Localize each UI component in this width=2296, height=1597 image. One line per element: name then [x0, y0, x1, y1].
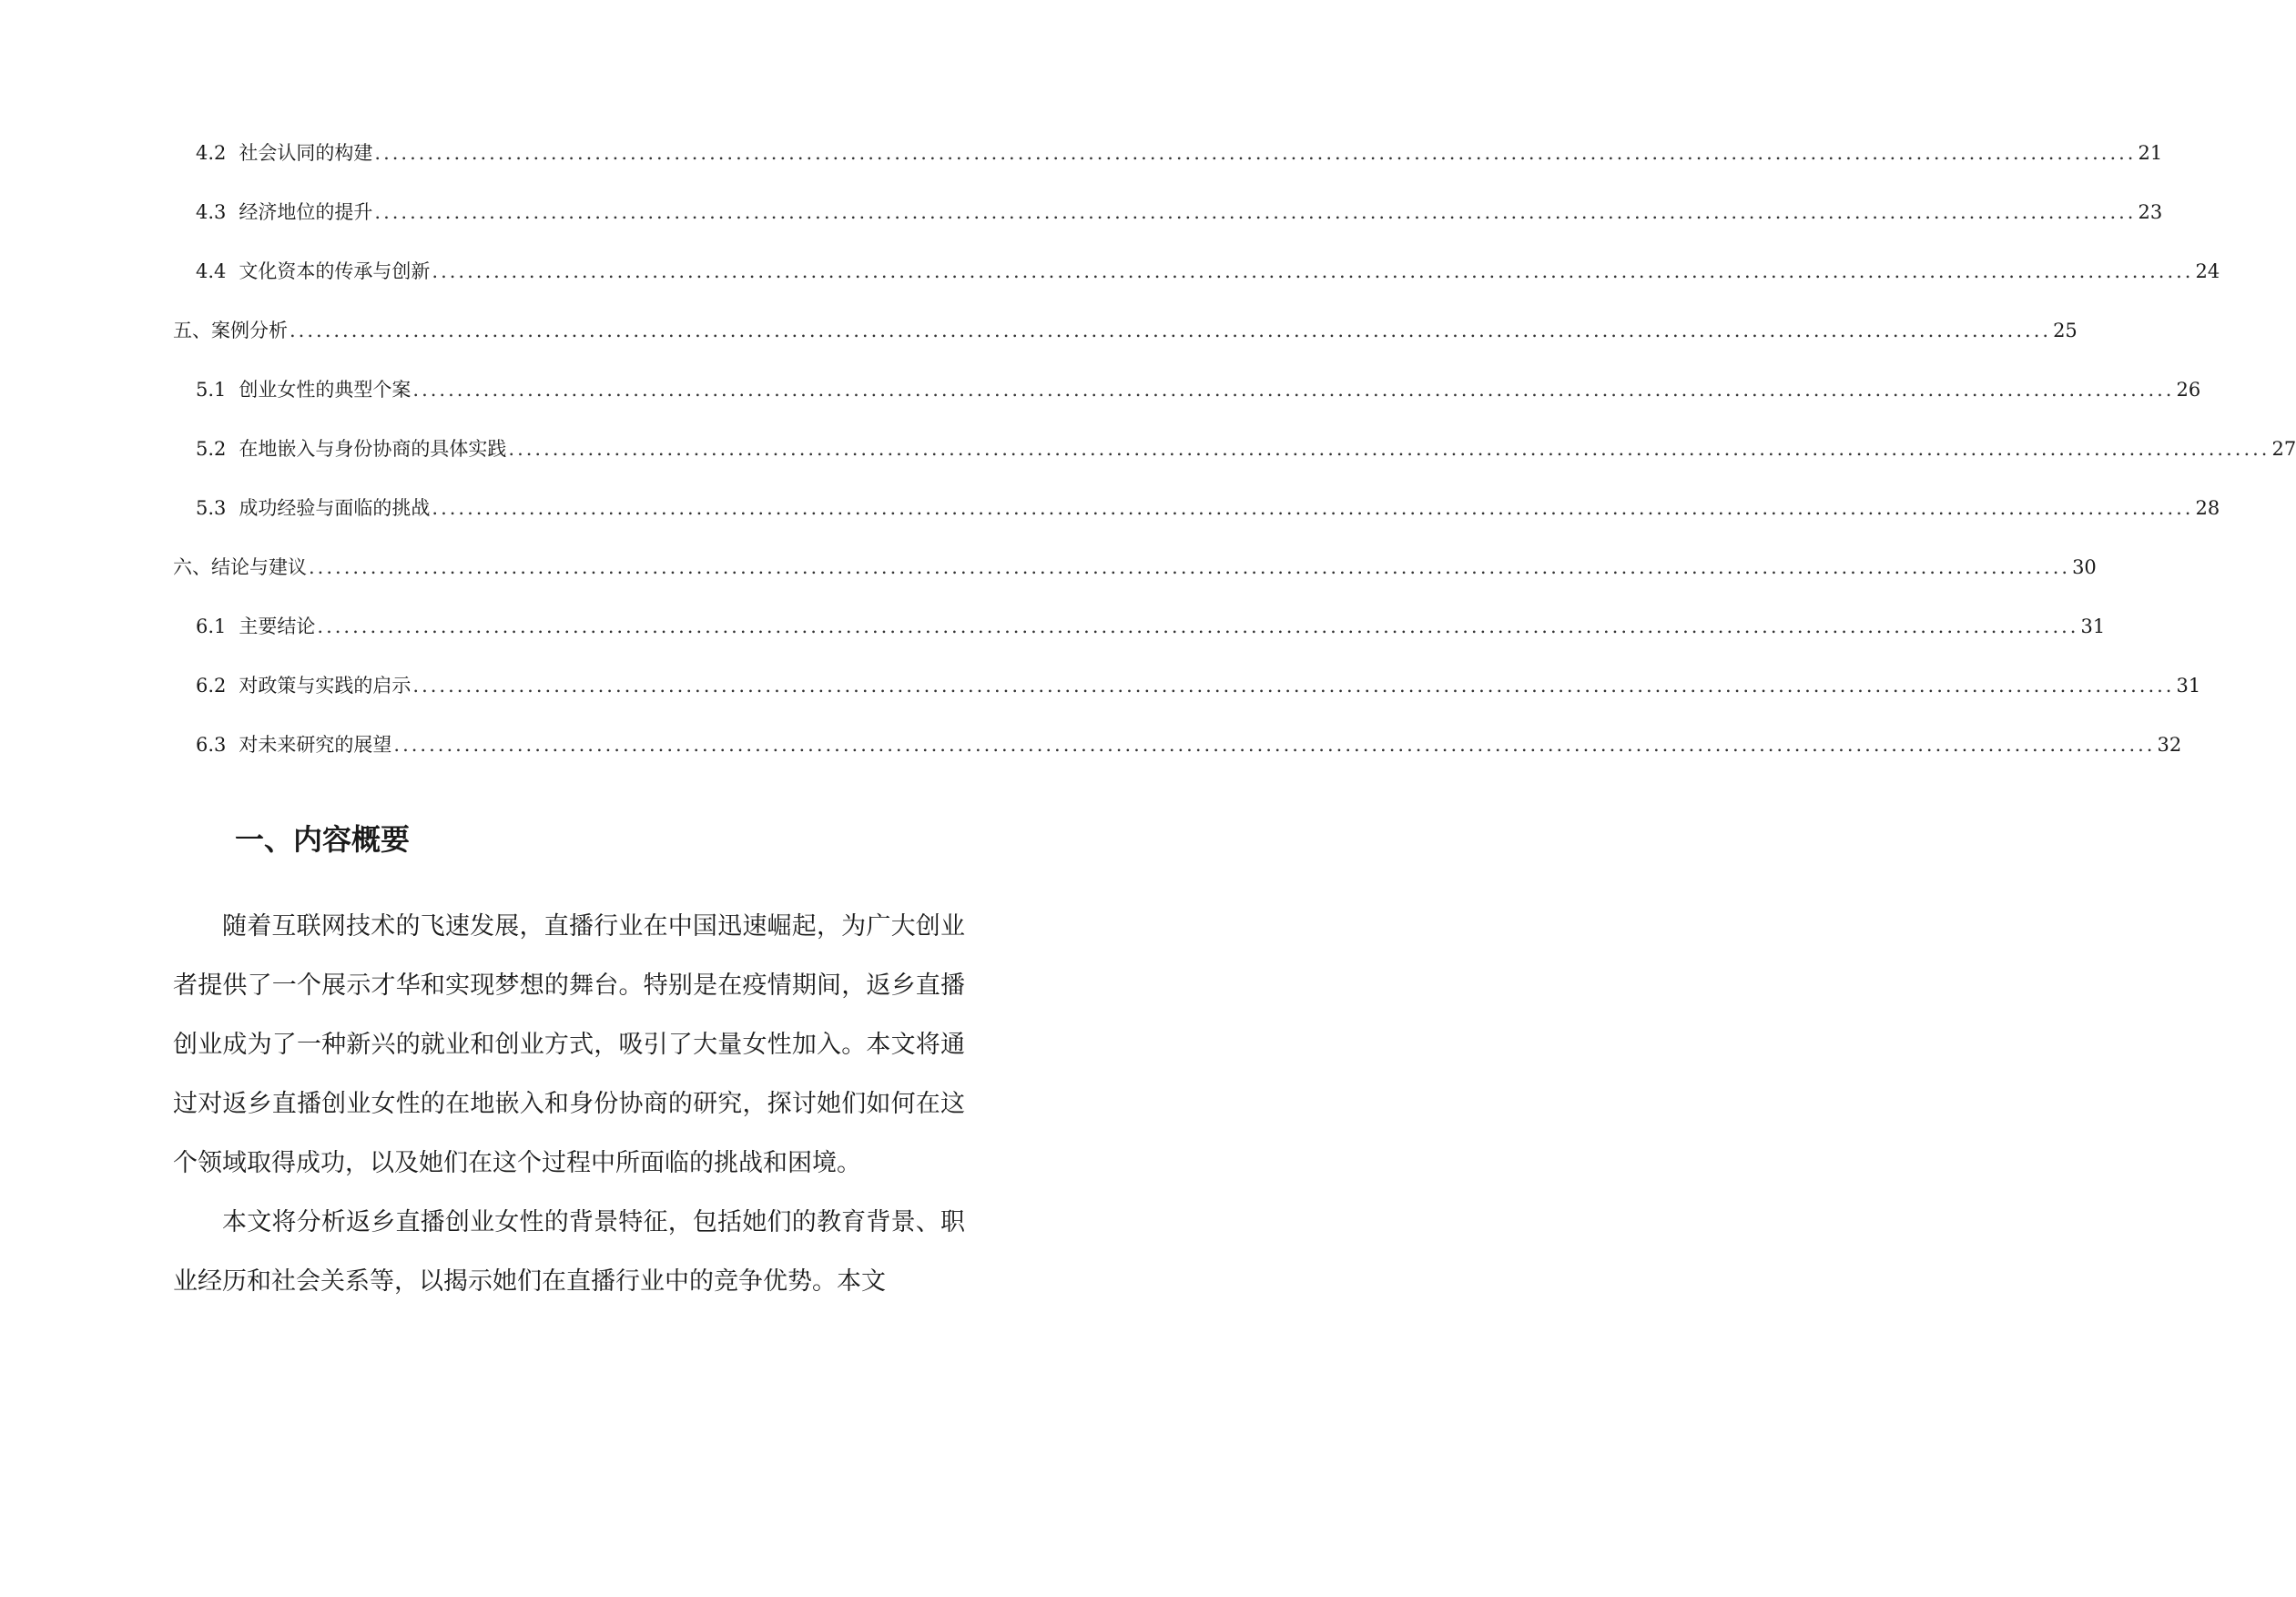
toc-entry-page: 28	[2195, 497, 2220, 519]
toc-entry[interactable]	[173, 318, 2078, 343]
toc-entry-page: 30	[2072, 556, 2097, 578]
toc-entry[interactable]	[196, 377, 2201, 402]
toc-leader-dots: ........................................................................................................................................................................................................	[290, 320, 2052, 341]
body-paragraph: 本文将分析返乡直播创业女性的背景特征，包括她们的教育背景、职业经历和社会关系等，以揭示她们在直播行业中的竞争优势。本文	[173, 1208, 965, 1296]
toc-entry-number: 4.4	[196, 260, 227, 282]
toc-entry-number: 6.1	[196, 615, 227, 637]
toc-entry-page: 31	[2176, 675, 2201, 697]
toc-entry-title: 六、结论与建议	[173, 556, 307, 578]
toc-entry-page: 27	[2271, 438, 2296, 460]
toc-entry[interactable]	[196, 259, 2220, 284]
toc-entry-number: 4.3	[196, 201, 227, 223]
toc-entry-page: 23	[2138, 201, 2163, 223]
toc-entry-page: 25	[2053, 320, 2078, 341]
toc-entry[interactable]	[196, 199, 2163, 225]
toc-entry-page: 26	[2176, 379, 2201, 401]
toc-leader-dots: ........................................................................................................................................................................................................	[317, 615, 2079, 637]
section-heading: 一、内容概要	[235, 822, 411, 857]
toc-entry-title: 对政策与实践的启示	[239, 675, 411, 697]
toc-leader-dots: ........................................................................................................................................................................................................	[508, 438, 2271, 460]
toc-entry-title: 在地嵌入与身份协商的具体实践	[239, 438, 507, 460]
toc-entry-title: 成功经验与面临的挑战	[239, 497, 431, 519]
toc-leader-dots: ........................................................................................................................................................................................................	[432, 260, 2194, 282]
body-paragraph: 随着互联网技术的飞速发展，直播行业在中国迅速崛起，为广大创业者提供了一个展示才华和实现梦想的舞台。特别是在疫情期间，返乡直播创业成为了一种新兴的就业和创业方式，吸引了大量女性加入。本文将通过对返乡直播创业女性的在地嵌入和身份协商的研究，探讨她们如何在这个领域取得成功，以及她们在这个过程中所面临的挑战和困境。	[173, 912, 965, 1177]
toc-entry[interactable]	[196, 140, 2163, 166]
toc-entry-number: 4.2	[196, 142, 227, 164]
toc-entry-page: 32	[2157, 734, 2182, 756]
toc-entry-title: 经济地位的提升	[239, 201, 373, 223]
toc-entry[interactable]	[173, 554, 2097, 580]
toc-entry[interactable]	[196, 495, 2220, 521]
toc-entry-title: 主要结论	[239, 615, 316, 637]
toc-entry[interactable]	[196, 673, 2201, 698]
toc-entry-page: 31	[2080, 615, 2106, 637]
toc-entry-number: 5.2	[196, 438, 227, 460]
toc-entry-number: 6.3	[196, 734, 227, 756]
toc-entry-title: 文化资本的传承与创新	[239, 260, 431, 282]
toc-entry-number: 6.2	[196, 675, 227, 697]
toc-leader-dots: ........................................................................................................................................................................................................	[374, 142, 2137, 164]
toc-entry-title: 创业女性的典型个案	[239, 379, 411, 401]
toc-entry-number: 5.1	[196, 379, 227, 401]
toc-entry-title: 社会认同的构建	[239, 142, 373, 164]
toc-entry-title: 五、案例分析	[173, 320, 288, 341]
toc-entry[interactable]	[196, 436, 2296, 462]
toc-entry[interactable]	[196, 732, 2182, 758]
toc-entry-title: 对未来研究的展望	[239, 734, 392, 756]
toc-entry-page: 24	[2195, 260, 2220, 282]
toc-entry-page: 21	[2138, 142, 2163, 164]
toc-leader-dots: ........................................................................................................................................................................................................	[432, 497, 2194, 519]
toc-leader-dots: ........................................................................................................................................................................................................	[412, 379, 2175, 401]
toc-leader-dots: ........................................................................................................................................................................................................	[309, 556, 2071, 578]
toc-leader-dots: ........................................................................................................................................................................................................	[412, 675, 2175, 697]
toc-leader-dots: ........................................................................................................................................................................................................	[393, 734, 2156, 756]
section-body	[173, 897, 965, 1311]
toc-entry-number: 5.3	[196, 497, 227, 519]
toc-entry[interactable]	[196, 614, 2106, 639]
toc-leader-dots: ........................................................................................................................................................................................................	[374, 201, 2137, 223]
